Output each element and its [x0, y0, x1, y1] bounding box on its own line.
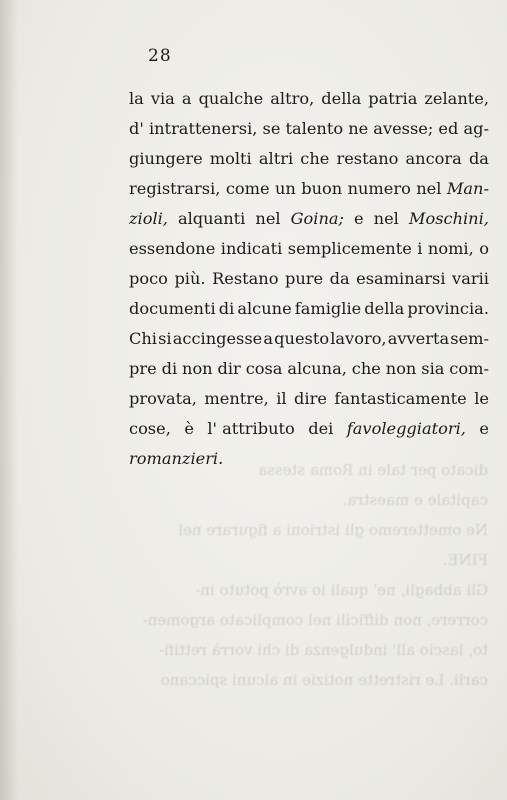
- word: varii: [452, 269, 489, 288]
- text-line: [129, 144, 489, 174]
- word: avesse;: [373, 119, 434, 138]
- show-through-text: dicato per tale in Roma stessa capitale e maestra. Ne ometteremo gli istrioni a figurare nel FINE. Gli abbagli, ne' quali io avrò potuto in- correre, non difficili nel complicato argomen- to, lascio all' indulgenza di chi vorrà rettifi- carli. Le ristrette notizie in alcuni spiccano: [142, 461, 488, 689]
- word: zelante,: [424, 89, 489, 108]
- text-line: [129, 174, 489, 204]
- word: essendone: [129, 239, 216, 258]
- word: della: [321, 89, 362, 108]
- word: cosa: [245, 359, 283, 378]
- word: di: [218, 299, 235, 318]
- text-line: [129, 204, 489, 234]
- word: talento: [285, 119, 344, 138]
- word: semplicemente: [287, 239, 412, 258]
- text-line: [129, 324, 489, 354]
- word: più.: [174, 269, 206, 288]
- word: famiglie: [294, 299, 362, 318]
- spine-shadow: [0, 0, 18, 800]
- word: poco: [129, 269, 168, 288]
- word: molti: [209, 149, 252, 168]
- word: nel: [416, 179, 442, 198]
- word: se: [262, 119, 281, 138]
- word: avverta: [387, 329, 450, 348]
- word: alcuna,: [287, 359, 347, 378]
- text-line: [129, 234, 489, 264]
- word: fantasticamente: [334, 389, 467, 408]
- word: zioli,: [129, 209, 168, 228]
- word: via: [150, 89, 175, 108]
- word: altro,: [270, 89, 315, 108]
- word: non: [182, 359, 213, 378]
- word: nel: [255, 209, 281, 228]
- word: della: [364, 299, 405, 318]
- word: o: [479, 239, 489, 258]
- word: alquanti: [177, 209, 246, 228]
- word: numero: [347, 179, 411, 198]
- word: accingesse: [172, 329, 263, 348]
- word: qualche: [198, 89, 264, 108]
- word: dei: [308, 419, 334, 438]
- text-line: [129, 294, 489, 324]
- word: Chi: [129, 329, 157, 348]
- page-number: 28: [148, 46, 172, 66]
- text-line: [129, 384, 489, 414]
- word: il: [276, 389, 287, 408]
- word: favoleggiatori,: [346, 419, 466, 438]
- word: com-: [449, 359, 489, 378]
- word: registrarsi,: [129, 179, 221, 198]
- word: sia: [421, 359, 445, 378]
- word: pre: [129, 359, 157, 378]
- word: le: [474, 389, 489, 408]
- word: da: [468, 149, 489, 168]
- text-line: [129, 354, 489, 384]
- word: provincia.: [407, 299, 489, 318]
- word: patria: [368, 89, 418, 108]
- word: Restano: [212, 269, 279, 288]
- text-line: [129, 414, 489, 444]
- word: d' intrattenersi,: [129, 119, 258, 138]
- word: Moschini,: [408, 209, 489, 228]
- word: dire: [294, 389, 327, 408]
- word: questo: [274, 329, 330, 348]
- word: da: [329, 269, 350, 288]
- word: non: [385, 359, 417, 378]
- word: l' attributo: [207, 419, 295, 438]
- word: a: [263, 329, 274, 348]
- word: e: [479, 419, 489, 438]
- body-text: [129, 84, 489, 474]
- word: che: [300, 149, 330, 168]
- word: e: [354, 209, 364, 228]
- word: mentre,: [204, 389, 269, 408]
- word: un: [274, 179, 296, 198]
- word: ne: [348, 119, 369, 138]
- word: indicati: [220, 239, 283, 258]
- word: giungere: [129, 149, 203, 168]
- word: cose,: [129, 419, 171, 438]
- word: di: [161, 359, 178, 378]
- word: sem-: [450, 329, 489, 348]
- word: ancora: [405, 149, 462, 168]
- word: romanzieri.: [129, 449, 224, 468]
- word: i: [417, 239, 423, 258]
- word: si: [158, 329, 172, 348]
- text-line: [129, 84, 489, 114]
- word: è: [184, 419, 194, 438]
- word: a: [181, 89, 192, 108]
- word: restano: [336, 149, 399, 168]
- word: pure: [285, 269, 324, 288]
- word: la: [129, 89, 144, 108]
- word: come: [225, 179, 270, 198]
- text-line: [129, 264, 489, 294]
- word: che: [351, 359, 381, 378]
- word: ag-: [463, 119, 489, 138]
- word: lavoro,: [330, 329, 387, 348]
- word: Goina;: [290, 209, 344, 228]
- word: ed: [438, 119, 459, 138]
- word: nel: [373, 209, 399, 228]
- word: buon: [301, 179, 343, 198]
- word: esaminarsi: [356, 269, 446, 288]
- word: nomi,: [427, 239, 474, 258]
- word: Man-: [446, 179, 489, 198]
- word: alcune: [237, 299, 292, 318]
- word: documenti: [129, 299, 216, 318]
- word: provata,: [129, 389, 197, 408]
- word: altri: [258, 149, 294, 168]
- word: dir: [217, 359, 241, 378]
- text-line: [129, 114, 489, 144]
